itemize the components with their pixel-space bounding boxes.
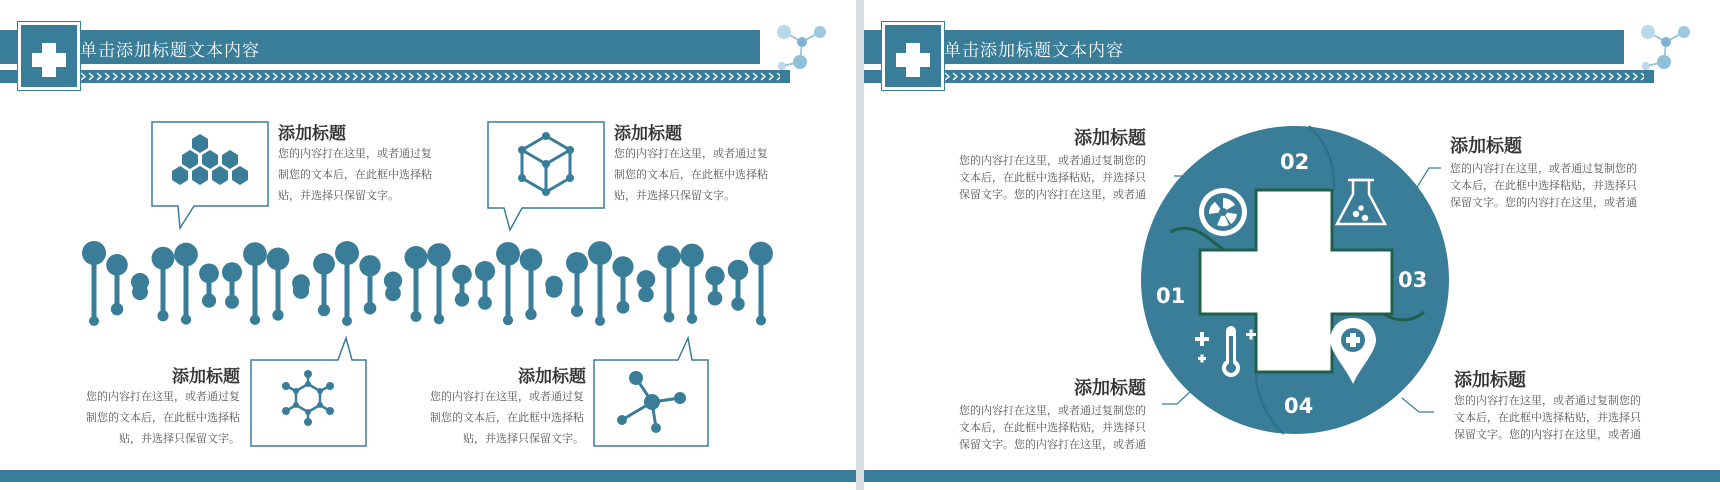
item-title-3: 添加标题 [1074, 378, 1146, 399]
slide-right [864, 0, 1720, 490]
text-line: 您的内容打在这里，或者通过复 [430, 390, 584, 403]
text-line: 您的内容打在这里，或者通过复 [278, 147, 432, 160]
step-number-02: 02 [1280, 150, 1310, 174]
page-title: 单击添加标题文本内容 [944, 41, 1124, 61]
item-text-4 [1454, 392, 1641, 443]
item-text-1 [278, 143, 432, 206]
item-title-4: 添加标题 [518, 367, 586, 387]
connector-line [1162, 390, 1192, 404]
text-line: 保留文字。您的内容打在这里，或者通 [1450, 196, 1637, 209]
text-line: 制您的文本后，在此框中选择粘 [614, 168, 768, 181]
item-text-4 [410, 386, 584, 449]
page-title: 单击添加标题文本内容 [80, 41, 260, 61]
text-line: 保留文字。您的内容打在这里，或者通 [959, 188, 1146, 201]
item-text-1 [920, 152, 1146, 203]
text-line: 您的内容打在这里，或者通过复制您的 [1454, 394, 1641, 407]
footer-bar [0, 470, 856, 482]
item-title-4: 添加标题 [1454, 370, 1526, 391]
item-text-2 [1450, 160, 1637, 211]
text-line: 您的内容打在这里，或者通过复制您的 [1450, 162, 1637, 175]
item-title-2: 添加标题 [614, 124, 682, 144]
connector-line [1402, 398, 1434, 412]
item-title-1: 添加标题 [1074, 128, 1146, 149]
item-text-3 [66, 386, 240, 449]
text-line: 制您的文本后，在此框中选择粘 [86, 411, 240, 424]
text-line: 文本后，在此框中选择粘贴，并选择只 [959, 171, 1146, 184]
item-text-3 [920, 402, 1146, 453]
text-line: 贴，并选择只保留文字。 [119, 432, 240, 445]
item-title-2: 添加标题 [1450, 136, 1522, 157]
text-line: 您的内容打在这里，或者通过复 [614, 147, 768, 160]
text-line: 您的内容打在这里，或者通过复制您的 [959, 154, 1146, 167]
radiation-icon [1199, 188, 1247, 236]
footer-bar [864, 470, 1720, 482]
step-number-01: 01 [1156, 284, 1186, 308]
text-line: 您的内容打在这里，或者通过复制您的 [959, 404, 1146, 417]
step-number-03: 03 [1398, 268, 1428, 292]
text-line: 文本后，在此框中选择粘贴，并选择只 [1450, 179, 1637, 192]
item-title-1: 添加标题 [278, 124, 346, 144]
slide-left [0, 0, 856, 490]
text-line: 您的内容打在这里，或者通过复 [86, 390, 240, 403]
text-line: 贴，并选择只保留文字。 [278, 189, 399, 202]
text-line: 保留文字。您的内容打在这里，或者通 [1454, 428, 1641, 441]
text-line: 贴，并选择只保留文字。 [463, 432, 584, 445]
text-line: 文本后，在此框中选择粘贴，并选择只 [959, 421, 1146, 434]
item-title-3: 添加标题 [172, 367, 240, 387]
text-line: 保留文字。您的内容打在这里，或者通 [959, 438, 1146, 451]
item-text-2 [614, 143, 768, 206]
text-line: 贴，并选择只保留文字。 [614, 189, 735, 202]
text-line: 制您的文本后，在此框中选择粘 [278, 168, 432, 181]
text-line: 制您的文本后，在此框中选择粘 [430, 411, 584, 424]
step-number-04: 04 [1284, 394, 1314, 418]
text-line: 文本后，在此框中选择粘贴，并选择只 [1454, 411, 1641, 424]
